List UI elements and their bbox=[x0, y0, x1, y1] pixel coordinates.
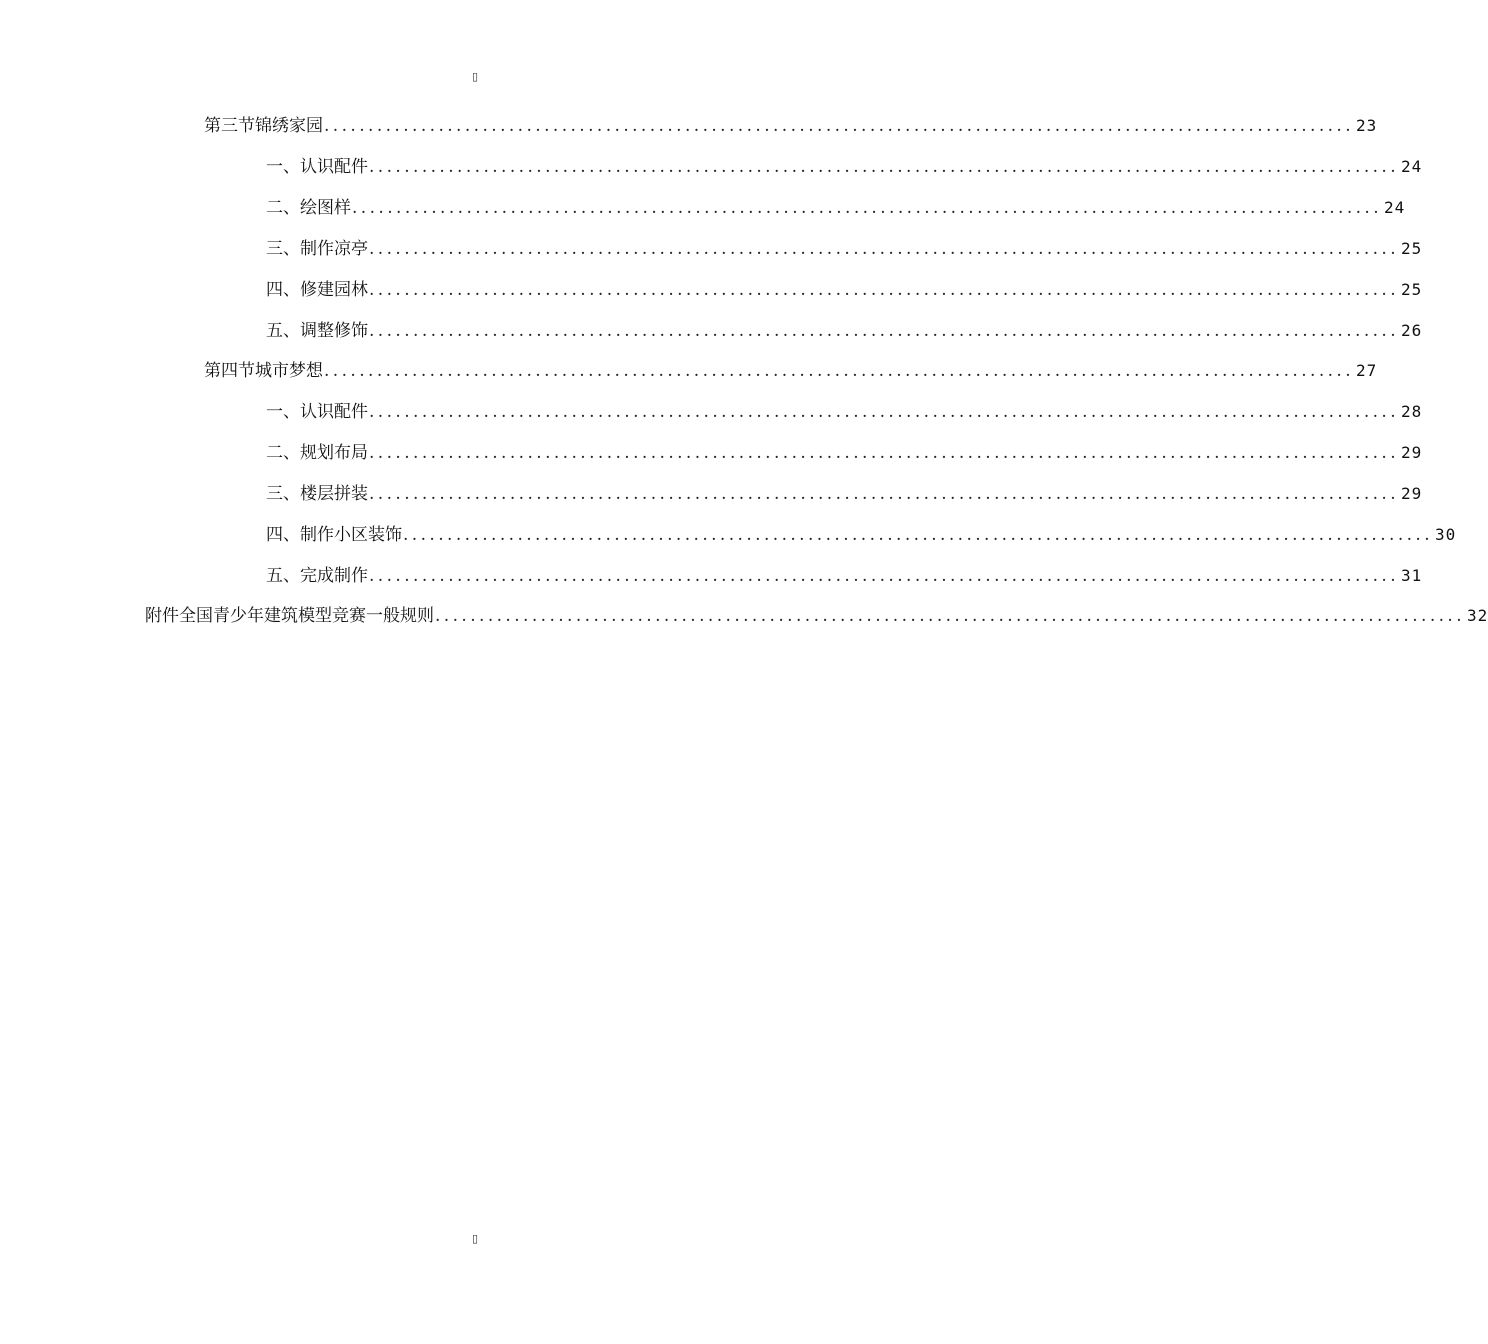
toc-entry-title: 城市梦想 bbox=[255, 361, 323, 381]
dot-leader: ..................................................................................................................... bbox=[369, 239, 1400, 259]
toc-entry-title: 锦绣家园 bbox=[255, 116, 323, 136]
dot-leader: ..................................................................................................................... bbox=[324, 361, 1355, 381]
toc-entry-item[interactable] bbox=[266, 397, 1423, 427]
dot-leader: ..................................................................................................................... bbox=[369, 280, 1400, 300]
toc-entry-item[interactable] bbox=[266, 152, 1423, 182]
toc-entry-item[interactable] bbox=[266, 520, 1457, 550]
toc-appendix-label: 附件 bbox=[145, 606, 179, 626]
toc-entry-title: 二、规划布局 bbox=[266, 443, 368, 463]
toc-page-number: 29 bbox=[1401, 443, 1423, 462]
toc-page-number: 32 bbox=[1467, 606, 1488, 625]
dot-leader: ..................................................................................................................... bbox=[352, 198, 1383, 218]
toc-page-number: 24 bbox=[1401, 157, 1423, 176]
toc-section-label: 第三节 bbox=[204, 116, 255, 136]
toc-entry-section[interactable] bbox=[204, 356, 1378, 386]
toc-entry-appendix[interactable] bbox=[145, 601, 1488, 631]
toc-section-label: 第四节 bbox=[204, 361, 255, 381]
toc-page-number: 31 bbox=[1401, 566, 1423, 585]
toc-page-number: 23 bbox=[1356, 116, 1378, 135]
dot-leader: ..................................................................................................................... bbox=[435, 606, 1466, 626]
dot-leader: ..................................................................................................................... bbox=[324, 116, 1355, 136]
toc-page-number: 26 bbox=[1401, 321, 1423, 340]
page-footer-marker: ▯ bbox=[471, 1232, 479, 1245]
dot-leader: ..................................................................................................................... bbox=[369, 157, 1400, 177]
toc-page-number: 30 bbox=[1435, 525, 1457, 544]
page-header-marker: ▯ bbox=[471, 70, 479, 83]
toc-entry-item[interactable] bbox=[266, 438, 1423, 468]
dot-leader: ..................................................................................................................... bbox=[369, 402, 1400, 422]
toc-entry-title: 四、修建园林 bbox=[266, 280, 368, 300]
toc-entry-title: 一、认识配件 bbox=[266, 157, 368, 177]
toc-entry-item[interactable] bbox=[266, 561, 1423, 591]
toc-entry-item[interactable] bbox=[266, 275, 1423, 305]
toc-page-number: 27 bbox=[1356, 361, 1378, 380]
toc-entry-title: 三、制作凉亭 bbox=[266, 239, 368, 259]
dot-leader: ..................................................................................................................... bbox=[369, 566, 1400, 586]
toc-entry-title: 全国青少年建筑模型竞赛一般规则 bbox=[179, 606, 434, 626]
toc-entry-title: 三、楼层拼装 bbox=[266, 484, 368, 504]
toc-entry-item[interactable] bbox=[266, 316, 1423, 346]
dot-leader: ..................................................................................................................... bbox=[403, 525, 1434, 545]
toc-entry-item[interactable] bbox=[266, 479, 1423, 509]
toc-entry-title: 二、绘图样 bbox=[266, 198, 351, 218]
dot-leader: ..................................................................................................................... bbox=[369, 484, 1400, 504]
toc-entry-title: 四、制作小区装饰 bbox=[266, 525, 402, 545]
toc-entry-section[interactable] bbox=[204, 111, 1378, 141]
dot-leader: ..................................................................................................................... bbox=[369, 321, 1400, 341]
toc-entry-title: 一、认识配件 bbox=[266, 402, 368, 422]
toc-page-number: 29 bbox=[1401, 484, 1423, 503]
toc-entry-title: 五、完成制作 bbox=[266, 566, 368, 586]
toc-entry-title: 五、调整修饰 bbox=[266, 321, 368, 341]
toc-entry-item[interactable] bbox=[266, 193, 1406, 223]
toc-page-number: 28 bbox=[1401, 402, 1423, 421]
toc-entry-item[interactable] bbox=[266, 234, 1423, 264]
toc-page-number: 24 bbox=[1384, 198, 1406, 217]
dot-leader: ..................................................................................................................... bbox=[369, 443, 1400, 463]
toc-page-number: 25 bbox=[1401, 239, 1423, 258]
toc-page-number: 25 bbox=[1401, 280, 1423, 299]
